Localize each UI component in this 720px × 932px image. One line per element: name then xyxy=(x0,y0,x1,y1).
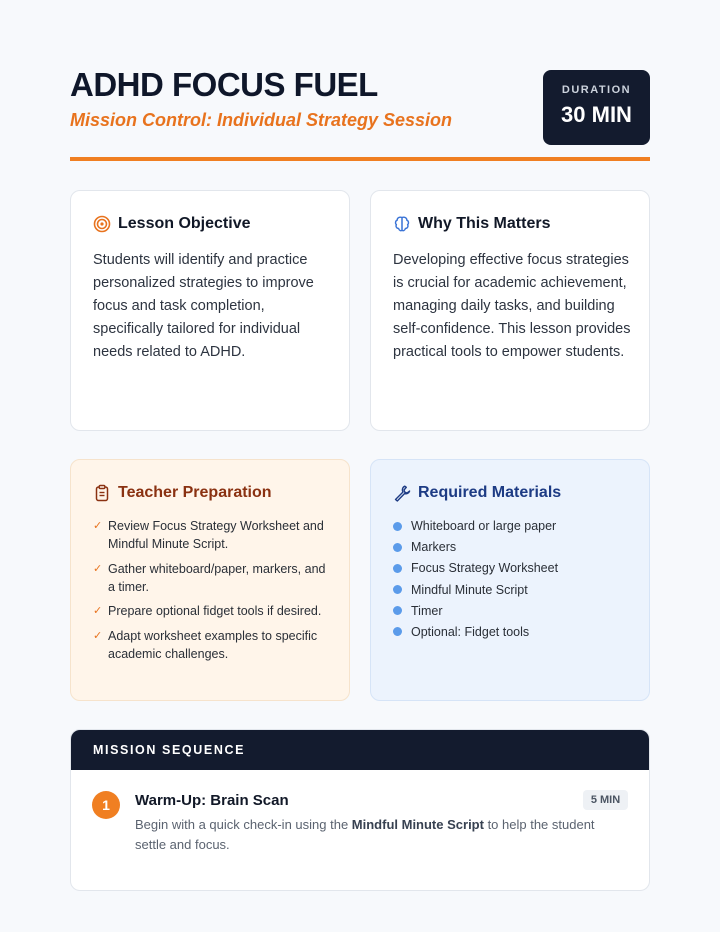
why-text: Developing effective focus strategies is crucial for academic achievement, managing daily tasks, and building self-confidence. This lesson provides practical tools to empower students. xyxy=(393,252,631,360)
brain-icon xyxy=(393,215,411,233)
bullet-icon xyxy=(393,522,402,531)
why-card xyxy=(370,190,650,431)
prep-header xyxy=(93,484,272,502)
materials-card xyxy=(370,459,650,701)
why-heading: Why This Matters xyxy=(418,215,551,232)
check-icon: ✓ xyxy=(93,562,103,575)
list-item: ✓ Prepare optional fidget tools if desired. xyxy=(93,604,322,618)
list-item: Markers xyxy=(393,538,633,556)
list-item: Focus Strategy Worksheet xyxy=(393,559,633,577)
check-icon: ✓ xyxy=(93,605,103,617)
bullet-icon xyxy=(393,585,402,594)
duration-value: 30 MIN xyxy=(561,102,632,127)
materials-list xyxy=(393,517,633,644)
duration-badge xyxy=(543,70,650,145)
step-number: 1 xyxy=(92,791,120,819)
page-subtitle: Mission Control: Individual Strategy Session xyxy=(70,110,453,130)
why-header xyxy=(393,215,550,233)
prep-heading: Teacher Preparation xyxy=(118,484,272,501)
check-icon: ✓ xyxy=(93,520,103,532)
objective-heading: Lesson Objective xyxy=(118,215,251,232)
target-icon xyxy=(93,215,111,233)
list-item: Whiteboard or large paper xyxy=(393,517,633,535)
list-item: ✓ Adapt worksheet examples to specific academic challenges. xyxy=(93,628,318,661)
prep-list xyxy=(93,517,333,669)
page-title: ADHD FOCUS FUEL xyxy=(70,66,378,103)
mission-sequence xyxy=(70,729,650,891)
step-time-badge: 5 MIN xyxy=(583,790,628,810)
check-icon: ✓ xyxy=(93,629,103,642)
bullet-icon xyxy=(393,627,402,636)
objective-text: Students will identify and practice personalized strategies to improve focus and task completion, specifically tailored for individual needs related to ADHD. xyxy=(93,252,314,360)
header-divider xyxy=(70,157,650,161)
worksheet-reference: Mindful Minute Script xyxy=(351,817,484,832)
step-description: Begin with a quick check-in using the Mindful Minute Script to help the student settle and focus. xyxy=(135,817,595,852)
list-item: ✓ Gather whiteboard/paper, markers, and a timer. xyxy=(93,561,326,594)
wrench-icon xyxy=(393,484,411,502)
sequence-heading: MISSION SEQUENCE xyxy=(71,730,649,770)
bullet-icon xyxy=(393,606,402,615)
bullet-icon xyxy=(393,543,402,552)
clipboard-icon xyxy=(93,484,111,502)
materials-header xyxy=(393,484,561,502)
objective-header xyxy=(93,215,251,233)
duration-label: DURATION xyxy=(561,84,632,96)
list-item: Mindful Minute Script xyxy=(393,581,633,599)
bullet-icon xyxy=(393,564,402,573)
materials-heading: Required Materials xyxy=(418,484,562,501)
objective-card xyxy=(70,190,350,431)
list-item: ✓ Review Focus Strategy Worksheet and Mindful Minute Script. xyxy=(93,519,324,551)
list-item: Timer xyxy=(393,602,633,620)
list-item: Optional: Fidget tools xyxy=(393,623,633,641)
step-title: Warm-Up: Brain Scan xyxy=(135,792,289,809)
prep-card xyxy=(70,459,350,701)
